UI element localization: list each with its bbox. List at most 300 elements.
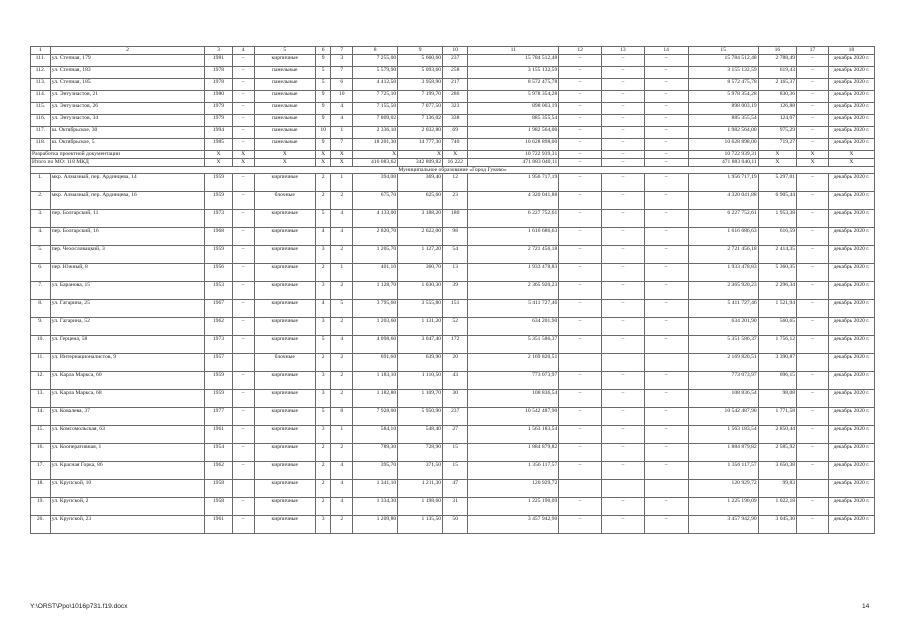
table-row [31, 174, 875, 192]
table-cell: кирпичные [254, 372, 315, 390]
table-cell: – [559, 55, 602, 67]
table-cell: 7 136,02 [398, 115, 443, 127]
table-cell: ул. Ковалева, 37 [50, 408, 205, 426]
table-cell: 5 579,90 [353, 67, 398, 79]
table-cell: – [644, 462, 688, 480]
table-cell: – [559, 246, 602, 264]
table-cell: – [644, 318, 688, 336]
table-cell: 7 199,70 [398, 91, 443, 103]
table-cell: 323 [443, 103, 468, 115]
table-cell: 4 [331, 480, 353, 498]
table-cell: ул. Герцена, 58 [50, 336, 205, 354]
table-cell: – [602, 444, 645, 462]
table-cell: 1 756,12 [758, 336, 796, 354]
table-cell: – [232, 79, 254, 91]
table-cell: 2 169 820,51 [688, 354, 758, 372]
table-cell: кирпичные [254, 246, 315, 264]
table-cell: ш. Октябрьское, 30 [50, 127, 205, 139]
table-cell: 217 [443, 79, 468, 91]
table-cell: кирпичные [254, 444, 315, 462]
table-cell: – [602, 318, 645, 336]
table-cell: X [232, 151, 254, 159]
table-cell: – [559, 115, 602, 127]
table-cell: 10 542 487,90 [468, 408, 559, 426]
table-cell: 1 225 190,09 [688, 498, 758, 516]
table-cell: ул. Степная, 185 [50, 79, 205, 91]
table-cell: 237 [443, 55, 468, 67]
table-cell: 8 572 475,78 [688, 79, 758, 91]
table-cell: 1 616 686,63 [468, 228, 559, 246]
table-cell: 773 073,97 [688, 372, 758, 390]
table-cell: декабрь 2020 г. [828, 192, 874, 210]
table-cell: 10 722 939,31 [468, 151, 559, 159]
table-cell: 3 047,40 [398, 336, 443, 354]
table-cell: 619,43 [758, 67, 796, 79]
table-cell: 2 [331, 516, 353, 534]
table-cell: – [559, 103, 602, 115]
table-cell: кирпичные [254, 480, 315, 498]
table-cell: 69 [443, 127, 468, 139]
table-cell: – [797, 246, 829, 264]
table-cell: кирпичные [254, 318, 315, 336]
table-cell: 789,30 [353, 444, 398, 462]
table-cell: 2 [331, 354, 353, 372]
table-cell: 151 [443, 300, 468, 318]
table-cell: – [559, 372, 602, 390]
table-cell: декабрь 2020 г. [828, 103, 874, 115]
table-cell: панельные [254, 103, 315, 115]
table-cell: 5 [315, 67, 330, 79]
table-cell: 3 [331, 55, 353, 67]
table-cell: – [559, 228, 602, 246]
table-cell: 338 [443, 115, 468, 127]
table-cell: 2 032,80 [398, 127, 443, 139]
table-cell: 9 [315, 55, 330, 67]
table-cell: ул. Кооперативная, 1 [50, 444, 205, 462]
column-header: 5 [254, 47, 315, 55]
table-cell: – [644, 336, 688, 354]
row-label: Разработка проектной документации [31, 151, 205, 159]
table-cell: 10 722 939,31 [688, 151, 758, 159]
table-row [31, 426, 875, 444]
table-cell: 237 [443, 408, 468, 426]
table-cell: ул. Крупской, 10 [50, 480, 205, 498]
table-cell: кирпичные [254, 174, 315, 192]
table-cell: – [797, 67, 829, 79]
table-cell: 116. [31, 115, 51, 127]
table-cell: 1 127,20 [398, 246, 443, 264]
table-cell: 5 978 354,28 [688, 91, 758, 103]
table-cell: – [797, 228, 829, 246]
table-cell: – [232, 246, 254, 264]
table-cell: – [602, 498, 645, 516]
table-cell: – [797, 426, 829, 444]
table-cell: ул. Интернационалистов, 9 [50, 354, 205, 372]
table-cell: 3 155 132,59 [468, 67, 559, 79]
table-cell: – [602, 159, 645, 167]
table-cell: 2 788,49 [758, 55, 796, 67]
table-cell [797, 354, 829, 372]
table-cell: – [797, 127, 829, 139]
table-cell: 113. [31, 79, 51, 91]
table-cell: 1 109,70 [398, 390, 443, 408]
table-cell: 2 [331, 318, 353, 336]
table-cell: 1985 [205, 139, 232, 151]
column-header: 6 [315, 47, 330, 55]
table-cell: ул. Степная, 183 [50, 67, 205, 79]
table-cell: декабрь 2020 г. [828, 462, 874, 480]
table-cell: – [559, 79, 602, 91]
section-row [31, 167, 875, 174]
table-row [31, 192, 875, 210]
table-cell: 1 203,60 [353, 318, 398, 336]
table-cell: 5 297,01 [758, 174, 796, 192]
table-cell: 5 360,35 [758, 264, 796, 282]
table-cell: 2 [315, 354, 330, 372]
table-cell: 1978 [205, 79, 232, 91]
table-cell: 1981 [205, 55, 232, 67]
table-cell: – [559, 318, 602, 336]
table-cell: 560,65 [758, 318, 796, 336]
table-cell: 15 [443, 444, 468, 462]
table-cell: 126,88 [758, 103, 796, 115]
table-cell: 10 628 898,00 [468, 139, 559, 151]
table-cell: – [797, 115, 829, 127]
table-cell: декабрь 2020 г. [828, 516, 874, 534]
table-cell: кирпичные [254, 300, 315, 318]
table-cell: 2 721 456,18 [468, 246, 559, 264]
table-cell: X [797, 151, 829, 159]
table-cell: 7 928,00 [353, 408, 398, 426]
table-cell: 416 083,62 [353, 159, 398, 167]
table-cell: 120 929,72 [468, 480, 559, 498]
column-header: 9 [398, 47, 443, 55]
table-cell: декабрь 2020 г. [828, 354, 874, 372]
table-cell: 98 [443, 228, 468, 246]
table-cell: – [602, 210, 645, 228]
table-cell: 3 188,20 [398, 210, 443, 228]
table-cell: – [602, 516, 645, 534]
table-cell: 1980 [205, 91, 232, 103]
table-cell: – [559, 426, 602, 444]
table-cell: – [232, 67, 254, 79]
table-cell: мкр. Алмазный, пер. Ардинцева, 14 [50, 174, 205, 192]
table-cell: 258 [443, 67, 468, 79]
table-cell: – [559, 127, 602, 139]
table-cell: 885 355,54 [688, 115, 758, 127]
table-cell: 4 133,00 [353, 210, 398, 228]
table-cell: 1 022,18 [758, 498, 796, 516]
page-number: 14 [862, 603, 870, 610]
table-row [31, 480, 875, 498]
table-cell: – [232, 127, 254, 139]
table-cell: кирпичные [254, 336, 315, 354]
table-cell: 1973 [205, 336, 232, 354]
column-header: 12 [559, 47, 602, 55]
table-cell: – [232, 210, 254, 228]
table-cell: – [644, 151, 688, 159]
table-cell: – [602, 426, 645, 444]
table-cell: 1 [331, 127, 353, 139]
table-cell: 4 [331, 115, 353, 127]
table-cell: 696,15 [758, 372, 796, 390]
table-cell: – [232, 264, 254, 282]
table-cell: 10 628 898,00 [688, 139, 758, 151]
table-cell: – [602, 127, 645, 139]
table-cell [559, 480, 602, 498]
table-cell: 11. [31, 354, 51, 372]
table-cell: – [797, 408, 829, 426]
table-row [31, 115, 875, 127]
table-cell: 5 093,60 [398, 67, 443, 79]
table-cell: декабрь 2020 г. [828, 318, 874, 336]
table-cell: X [331, 159, 353, 167]
table-cell: – [559, 498, 602, 516]
table-cell: 286 [443, 91, 468, 103]
table-cell: – [797, 264, 829, 282]
table-cell: 1. [31, 174, 51, 192]
table-row [31, 408, 875, 426]
table-cell: 3 390,87 [758, 354, 796, 372]
table-cell: 1 953,38 [758, 210, 796, 228]
table-cell: – [644, 210, 688, 228]
table-cell: 898 003,19 [688, 103, 758, 115]
table-cell: 1 884 879,82 [468, 444, 559, 462]
table-cell: панельные [254, 91, 315, 103]
table-row [31, 79, 875, 91]
table-cell: – [644, 408, 688, 426]
table-cell: – [602, 192, 645, 210]
table-cell: 118. [31, 139, 51, 151]
table-cell: 2 [315, 462, 330, 480]
table-cell: – [797, 174, 829, 192]
table-cell: ул. Баранова, 15 [50, 282, 205, 300]
table-cell: 3 [315, 426, 330, 444]
table-cell: 3 958,90 [398, 79, 443, 91]
table-cell: 4 [331, 462, 353, 480]
table-cell: 2 336,10 [353, 127, 398, 139]
table-cell: блочные [254, 354, 315, 372]
table-cell: X [232, 159, 254, 167]
table-cell: 1962 [205, 462, 232, 480]
table-cell: 7 155,50 [353, 103, 398, 115]
table-cell: 9 [315, 103, 330, 115]
table-cell: – [232, 174, 254, 192]
table-cell: 10 [315, 127, 330, 139]
table-cell: 7 077,50 [398, 103, 443, 115]
table-cell: – [797, 516, 829, 534]
table-cell [232, 354, 254, 372]
table-cell: 3 555,80 [398, 300, 443, 318]
table-cell: 1 884 879,82 [688, 444, 758, 462]
table-cell: 3 795,60 [353, 300, 398, 318]
table-cell: декабрь 2020 г. [828, 444, 874, 462]
table-cell: 2. [31, 192, 51, 210]
table-cell: – [559, 210, 602, 228]
table-cell: 2 [331, 372, 353, 390]
table-cell: 13. [31, 390, 51, 408]
table-cell: кирпичные [254, 282, 315, 300]
table-cell: 124,07 [758, 115, 796, 127]
table-cell: – [602, 103, 645, 115]
table-cell: 1961 [205, 426, 232, 444]
table-cell: 616,59 [758, 228, 796, 246]
table-cell: 360,70 [398, 264, 443, 282]
table-cell: X [353, 151, 398, 159]
table-cell: декабрь 2020 г. [828, 127, 874, 139]
table-cell: 7 809,02 [353, 115, 398, 127]
table-cell: – [559, 91, 602, 103]
table-cell: кирпичные [254, 426, 315, 444]
table-cell: 1978 [205, 67, 232, 79]
table-cell: 114. [31, 91, 51, 103]
table-cell: 1 334,30 [353, 498, 398, 516]
table-cell: блочные [254, 192, 315, 210]
table-cell: – [602, 264, 645, 282]
table-cell: 5 411 727,46 [688, 300, 758, 318]
table-cell: – [797, 91, 829, 103]
table-cell: – [644, 127, 688, 139]
table-cell: 120 929,72 [688, 480, 758, 498]
table-cell: 1979 [205, 103, 232, 115]
column-header: 8 [353, 47, 398, 55]
table-cell: 4 [331, 228, 353, 246]
table-cell: – [797, 282, 829, 300]
table-cell: – [644, 264, 688, 282]
table-cell: X [254, 159, 315, 167]
table-cell: 2 585,92 [758, 444, 796, 462]
table-cell: – [797, 103, 829, 115]
table-cell: панельные [254, 67, 315, 79]
table-cell: 2 850,44 [758, 426, 796, 444]
table-cell: декабрь 2020 г. [828, 174, 874, 192]
table-cell: X [797, 159, 829, 167]
table-cell: 1977 [205, 408, 232, 426]
table-cell: 1 [331, 426, 353, 444]
table-cell: 15 784 512,48 [468, 55, 559, 67]
table-cell: 5 [315, 408, 330, 426]
table-cell: 18 201,30 [353, 139, 398, 151]
table-cell: 27 [443, 426, 468, 444]
table-cell: 728,90 [398, 444, 443, 462]
column-header: 14 [644, 47, 688, 55]
table-cell: 5 [315, 336, 330, 354]
table-cell: 625,60 [398, 192, 443, 210]
table-cell: – [644, 246, 688, 264]
table-cell: 1954 [205, 444, 232, 462]
table-cell: 1 211,30 [398, 480, 443, 498]
table-cell: – [644, 516, 688, 534]
table-cell: 5 [315, 79, 330, 91]
table-cell: 634 201,90 [688, 318, 758, 336]
table-cell: 9 [315, 91, 330, 103]
table-cell: 1 209,80 [353, 516, 398, 534]
table-cell: кирпичные [254, 408, 315, 426]
table-cell: 99,83 [758, 480, 796, 498]
table-cell: 1967 [205, 300, 232, 318]
table-cell: 4. [31, 228, 51, 246]
table-cell: – [559, 390, 602, 408]
table-cell: 4 [331, 498, 353, 516]
table-cell: – [644, 103, 688, 115]
table-cell: – [559, 444, 602, 462]
table-cell: декабрь 2020 г. [828, 498, 874, 516]
table-cell: – [232, 336, 254, 354]
table-cell: ул. Крупской, 23 [50, 516, 205, 534]
column-header: 11 [468, 47, 559, 55]
table-cell: – [644, 300, 688, 318]
table-row [31, 91, 875, 103]
table-cell: – [797, 498, 829, 516]
table-cell: 14 777,30 [398, 139, 443, 151]
column-header: 16 [758, 47, 796, 55]
table-cell: ул. Карла Маркса, 68 [50, 390, 205, 408]
table-cell: – [797, 336, 829, 354]
table-cell: кирпичные [254, 498, 315, 516]
table-cell: 15. [31, 426, 51, 444]
table-cell: X [758, 151, 796, 159]
table-cell: – [602, 462, 645, 480]
table-cell: 112. [31, 67, 51, 79]
table-cell: 342 809,82 [398, 159, 443, 167]
table-cell: декабрь 2020 г. [828, 408, 874, 426]
table-cell: 16. [31, 444, 51, 462]
table-cell: ул. Энтузиастов, 26 [50, 103, 205, 115]
table-cell: – [644, 390, 688, 408]
table-cell: 2 622,00 [398, 228, 443, 246]
table-cell: 1957 [205, 354, 232, 372]
table-cell: 1 563 183,54 [468, 426, 559, 444]
row-label: Итого по МО: 118 МКД [31, 159, 205, 167]
table-cell: 1 182,80 [353, 390, 398, 408]
table-cell: декабрь 2020 г. [828, 79, 874, 91]
table-cell: 2 [315, 174, 330, 192]
table-cell: – [797, 318, 829, 336]
table-cell: 6. [31, 264, 51, 282]
table-cell: 401,10 [353, 264, 398, 282]
table-cell: 3 650,38 [758, 462, 796, 480]
table-cell: 98,08 [758, 390, 796, 408]
table-cell: 3 457 942,90 [688, 516, 758, 534]
table-cell: 54 [443, 246, 468, 264]
table-cell: – [602, 336, 645, 354]
table-cell: декабрь 2020 г. [828, 390, 874, 408]
table-cell: 740 [443, 139, 468, 151]
table-cell: 9 [315, 139, 330, 151]
table-cell: – [602, 151, 645, 159]
table-cell: – [797, 210, 829, 228]
table-cell: – [797, 444, 829, 462]
table-cell: 1 356 117,57 [468, 462, 559, 480]
table-cell: пер. Болгарский, 16 [50, 228, 205, 246]
table-cell: декабрь 2020 г. [828, 115, 874, 127]
table-cell: кирпичные [254, 55, 315, 67]
column-header: 10 [443, 47, 468, 55]
table-cell [797, 480, 829, 498]
table-cell: – [232, 139, 254, 151]
column-header: 15 [688, 47, 758, 55]
table-cell: X [315, 151, 330, 159]
table-cell: 898 003,19 [468, 103, 559, 115]
table-cell: 1959 [205, 246, 232, 264]
table-cell: 1961 [205, 516, 232, 534]
table-cell: 2 820,70 [353, 228, 398, 246]
table-cell: X [315, 159, 330, 167]
table-cell: 3. [31, 210, 51, 228]
table-cell: 4 [315, 300, 330, 318]
table-cell: 9 [315, 115, 330, 127]
table-cell: 5 [331, 300, 353, 318]
